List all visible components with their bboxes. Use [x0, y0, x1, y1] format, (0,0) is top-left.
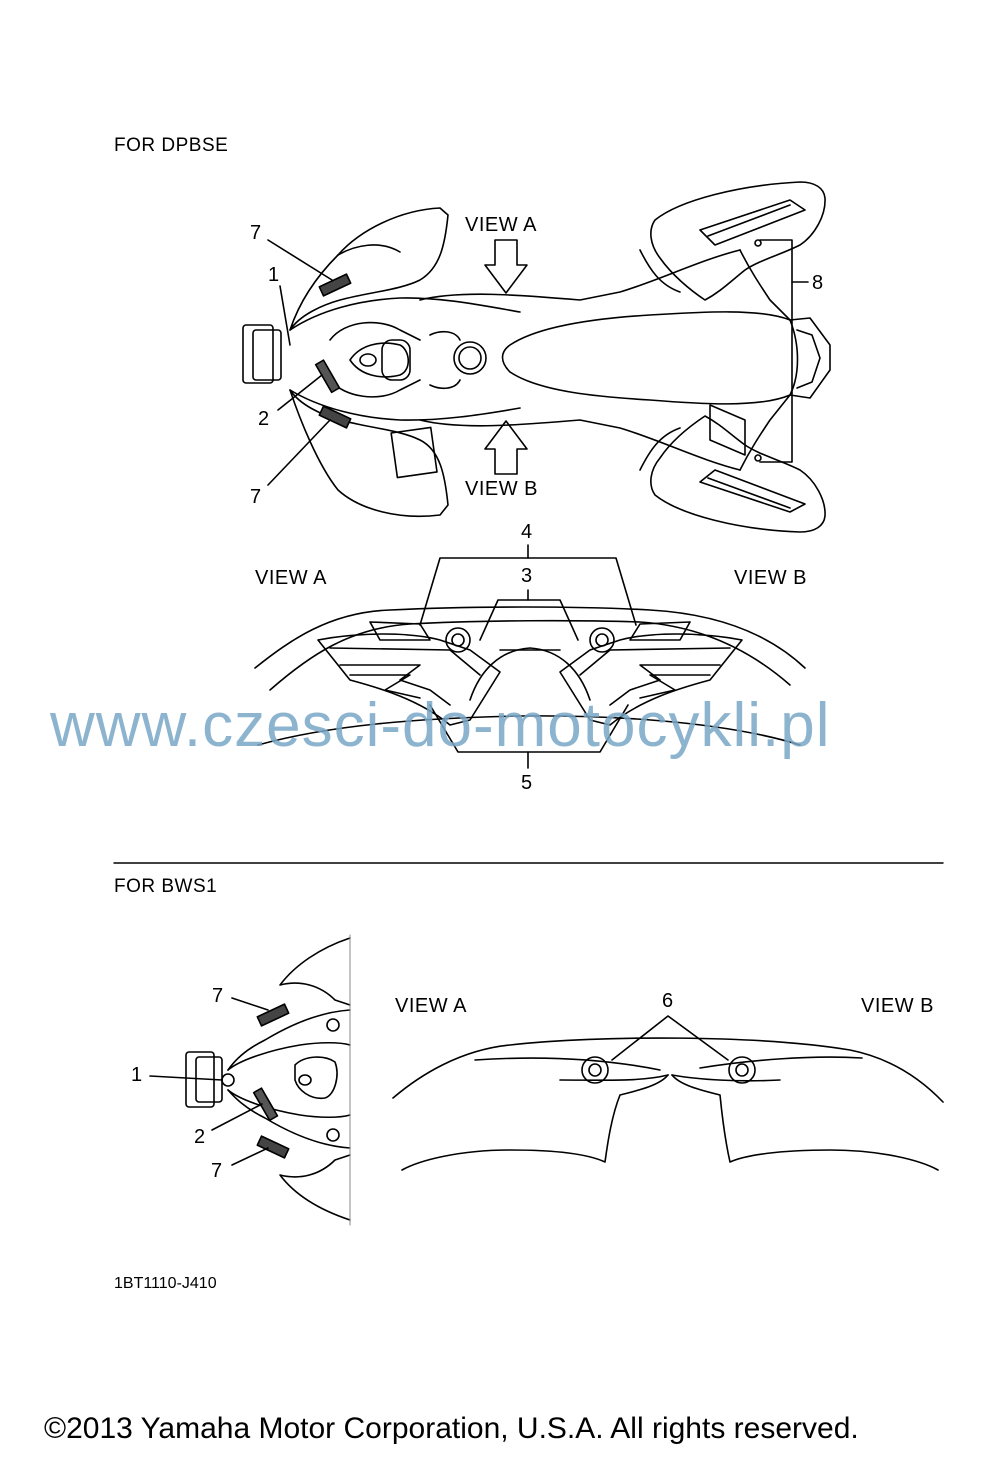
section-label-dpbse: FOR DPBSE: [114, 135, 229, 156]
watermark: www.czesci-do-motocykli.pl: [50, 691, 831, 760]
callout-2: 2: [258, 408, 270, 430]
callout-8: 8: [812, 272, 824, 294]
view-b-arrow: [485, 421, 527, 474]
view-a-label-mid: VIEW A: [255, 567, 327, 589]
callout-3: 3: [521, 565, 533, 587]
callout-7-lower-bws: 7: [211, 1160, 223, 1182]
callout-1: 1: [268, 264, 280, 286]
view-a-arrow: [485, 240, 527, 293]
view-b-label-top: VIEW B: [465, 478, 539, 500]
callout-1-bws: 1: [131, 1064, 143, 1086]
decal-7-upper: [319, 274, 350, 296]
callout-2-bws: 2: [194, 1126, 206, 1148]
callout-4: 4: [521, 521, 533, 543]
view-b-label-mid: VIEW B: [734, 567, 808, 589]
view-b-label-bot: VIEW B: [861, 995, 935, 1017]
callout-7-upper-bws: 7: [212, 985, 224, 1007]
callout-6: 6: [662, 990, 674, 1012]
decal-7-lower-bws: [257, 1136, 288, 1158]
part-number: 1BT1110-J410: [114, 1275, 217, 1292]
copyright: ©2013 Yamaha Motor Corporation, U.S.A. All rights reserved.: [44, 1412, 859, 1445]
view-ab-emblem-detail: [393, 1038, 943, 1170]
callout-5: 5: [521, 772, 533, 794]
callout-7-upper: 7: [250, 222, 262, 244]
view-a-label-top: VIEW A: [465, 214, 537, 236]
callout-7-lower: 7: [250, 486, 262, 508]
view-a-label-bot: VIEW A: [395, 995, 467, 1017]
section-label-bws1: FOR BWS1: [114, 876, 218, 897]
